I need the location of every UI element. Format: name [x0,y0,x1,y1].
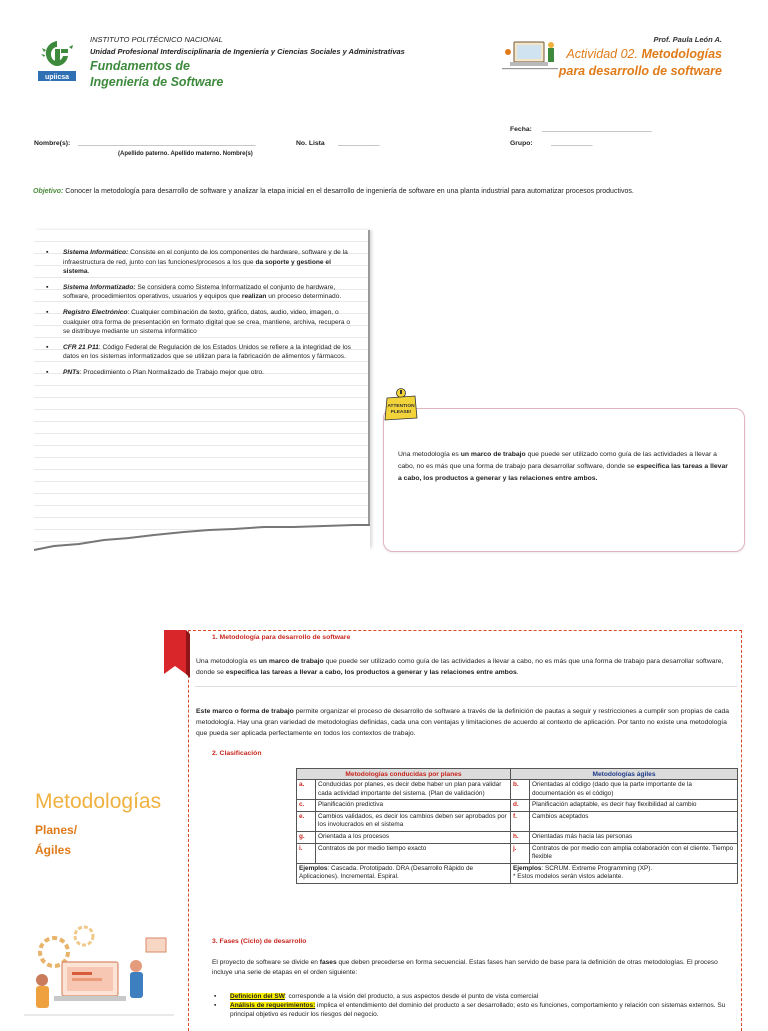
attention-icon-line1: ATTENTION [387,404,415,409]
classification-table [296,768,738,884]
row-letter: a. [297,780,316,800]
table-row [297,843,738,863]
section1-p2-bold: Este marco o forma de trabajo [196,708,294,715]
list-number-field[interactable]: ___________ [338,140,380,147]
attention-icon-line2: PLEASE! [390,410,412,415]
section3-heading: 3. Fases (Ciclo) de desarrollo [212,938,307,945]
side-subtitle-line2: Ágiles [35,843,72,857]
side-subtitle [35,820,77,860]
unit-name: Unidad Profesional Interdisciplinaria de Ingeniería y Ciencias Sociales y Administrativas [90,47,405,56]
date-label: Fecha: [510,126,532,133]
section2-heading: 2. Clasificación [212,750,262,757]
group-label: Grupo: [510,140,533,147]
section1-p1-bold2: especifica las tareas a llevar a cabo, los productos a generar y las relaciones entre ambos [225,669,517,676]
activity-title-line2: para desarrollo de software [558,64,722,78]
name-label: Nombre(s): [34,140,71,147]
table-examples-row [297,863,738,883]
row-letter: b. [511,780,530,800]
list-number-label: No. Lista [296,140,325,147]
section1-p1-end: . [516,669,519,676]
definition-bold: da soporte y gestione el sistema [63,258,331,276]
phase-key: Análisis de requerimientos: [230,1002,316,1009]
developers-illustration [24,922,174,1022]
group-field[interactable]: ___________ [551,140,593,147]
attention-box [383,408,745,552]
logo-text: upiicsa [44,74,70,81]
row-letter: c. [297,800,316,812]
definition-term: Sistema Informático: [63,249,129,256]
table-cell: Planificación predictiva [316,800,511,812]
definition-item [46,283,352,302]
definition-term: CFR 21 P11 [63,343,99,351]
definition-item [46,368,352,378]
torn-paper-edge [34,510,370,558]
phases-list [214,992,734,1019]
section1-paragraph1 [196,656,736,678]
section1-p1-text-a: Una metodología es [196,658,259,665]
definition-item [46,248,352,277]
table-cell: Orientadas más hacia las personas [530,831,738,843]
objective-label: Objetivo: [33,188,64,195]
phase-text: implica el entendimiento del dominio del producto a ser desarrollado; esto es funciones, comportamiento y relación con sistemas externos. Su principal objetivo es reducir los riesgos del negocio. [230,1002,726,1018]
table-cell: Orientada a los procesos [316,831,511,843]
row-letter: j. [511,843,530,863]
definition-bold: realizan [241,293,267,301]
definition-item [46,343,352,362]
table-cell: Cambios validados, es decir los cambios deben ser aprobados por los involucrados en el sistema [316,811,511,831]
examples-text: : SCRUM. Extreme Programming (XP). [541,864,653,872]
course-title-line1: Fundamentos de [90,59,191,73]
attention-bold-b: especifica las tareas a llevar a cabo, los productos a generar y las relaciones entre ambos. [398,463,728,482]
attention-text [398,449,733,485]
definition-end: . [87,268,90,276]
course-title-line2: Ingeniería de Software [90,75,224,89]
date-field[interactable]: _____________________________ [542,126,652,133]
table-row [297,780,738,800]
table-cell: Planificación adaptable, es decir hay flexibilidad al cambio [530,800,738,812]
list-item [214,1001,734,1019]
table-cell: Conducidas por planes, es decir debe haber un plan para validar cada actividad importante del sistema. (Plan de validación) [316,780,511,800]
examples-label: Ejemplos [513,864,542,872]
section3-bold: fases [319,959,337,966]
laptop-illustration-icon [502,38,558,72]
section3-text-b: que deben precederse en forma secuencial. Estas fases han servido de base para la definición de otras metodologías. El proceso incluye una serie de etapas en el orden siguiente: [212,959,718,976]
examples-text: : Cascada. Prototipado. DRA (Desarrollo Rápido de Aplicaciones). Incremental. Espiral. [299,864,474,881]
phase-key: Definición del SW [230,993,285,1000]
table-cell: Cambios aceptados [530,811,738,831]
activity-title-line1: Metodologías [641,47,722,61]
name-hint: (Apellido paterno. Apellido materno. Nombre(s) [118,151,253,157]
definition-term: PNTs [63,368,80,376]
column-header-plans: Metodologías conducidas por planes [297,769,511,780]
professor-name: Prof. Paula León A. [653,35,722,44]
row-letter: i. [297,843,316,863]
table-cell: Contratos de por medio tiempo exacto [316,843,511,863]
side-title: Metodologías [35,790,162,813]
table-row [297,811,738,831]
section1-paragraph2 [196,706,736,739]
examples-agile [511,863,738,883]
row-letter: h. [511,831,530,843]
section1-p1-text-b: que puede ser utilizado como guía de las actividades a llevar a cabo, no es más que una forma de trabajo para desarrollar software, donde se [196,658,724,676]
upiicsa-logo [36,38,78,88]
table-cell: Contratos de por medio con amplia colaboración con el cliente. Tiempo flexible [530,843,738,863]
definition-text: Consiste en el conjunto de los componentes de hardware, software y de la infraestructura de red, junto con las funciones/procesos a los que [63,249,348,266]
divider [195,686,737,687]
definition-text: : Código Federal de Regulación de los Estados Unidos se refiere a la integridad de los datos en los sistemas informatizados que se utilizan para la fabricación de alimentos y fármacos. [63,343,351,361]
examples-label: Ejemplos [299,864,328,872]
list-item [214,992,734,1001]
course-title [90,58,223,90]
activity-title [559,46,722,80]
definition-text: : Procedimiento o Plan Normalizado de Trabajo mejor que otro. [79,368,264,376]
section1-heading: 1. Metodología para desarrollo de software [212,634,351,641]
table-cell: Orientadas al código (dado que la parte importante de la documentación es el código) [530,780,738,800]
section1-p1-bold: un marco de trabajo [258,658,324,665]
section3-paragraph [212,958,736,978]
name-field[interactable]: _______________________________________________ [78,140,256,147]
attention-please-icon [384,388,418,424]
row-letter: g. [297,831,316,843]
objective-text: Conocer la metodología para desarrollo de software y analizar la etapa inicial en el desarrollo de ingeniería de software en una planta industrial para automatizar procesos productivos. [63,188,634,195]
examples-note: * Estos modelos serán vistos adelante. [513,873,624,881]
definitions-notebook [34,230,370,548]
attention-text-a: Una metodología es [398,451,461,458]
section1-p2-text: permite organizar el proceso de desarrollo de software a través de la definición de pautas a seguir y restricciones a cumplir son propias de cada metodología. Hay una gran variedad de metodologías definidas, cada una con ventajas y limitaciones de acuerdo al contexto de aplicación. Por tanto no existe una metodología que pueda ser aplicada perfectamente en todos los contextos de trabajo. [196,708,730,737]
table-row [297,800,738,812]
side-subtitle-line1: Planes/ [35,823,78,837]
definition-item [46,308,352,337]
definition-term: Sistema Informatizado: [63,283,136,291]
table-row [297,831,738,843]
phase-text: : corresponde a la visión del producto, a sus aspectos desde el punto de vista comercial [284,993,539,1000]
activity-prefix: Actividad 02. [566,47,638,61]
column-header-agile: Metodologías ágiles [511,769,738,780]
row-letter: d. [511,800,530,812]
definition-text: Se considera como Sistema Informatizado el conjunto de hardware, software, procedimientos operativos, usuarios y equipos que [63,283,336,301]
definition-text: : Cualquier combinación de texto, gráfico, datos, audio, video, imagen, o cualquier otra forma de presentación en formato digital que se crea, mantiene, archiva, recupera o se distribuye mediante un sistema informático [63,308,350,336]
row-letter: f. [511,811,530,831]
attention-text-b: que puede ser utilizado como guía de las actividades a llevar a cabo, no es más que una forma de trabajo para desarrollar software, donde se [398,451,717,470]
table-header-row [297,769,738,780]
definitions-list [46,248,352,384]
row-letter: e. [297,811,316,831]
bookmark-icon [162,628,192,682]
attention-bold-a: un marco de trabajo [460,451,526,458]
examples-plans [297,863,511,883]
objective-paragraph [33,186,733,197]
definition-term: Registro Electrónico [63,308,128,316]
section3-text-a: El proyecto de software se divide en [212,959,320,966]
institution-name: INSTITUTO POLITÉCNICO NACIONAL [90,35,223,44]
definition-end: un proceso determinado. [266,293,342,301]
